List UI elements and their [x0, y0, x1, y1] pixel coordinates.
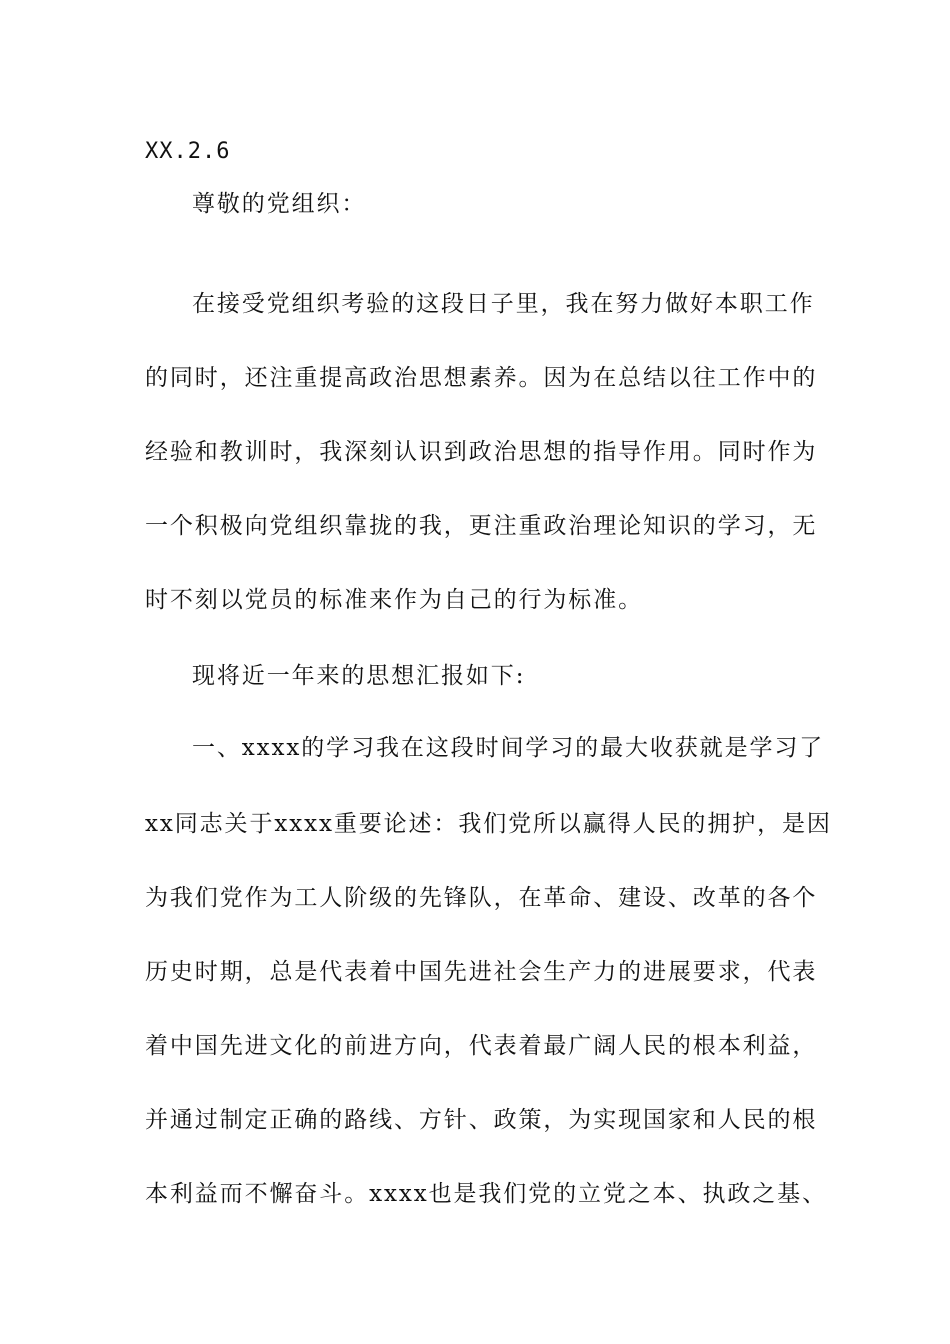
paragraph-line: 现将近一年来的思想汇报如下:: [192, 663, 526, 689]
paragraph-line: 经验和教训时，我深刻认识到政治思想的指导作用。同时作为: [145, 439, 818, 465]
paragraph-line: 为我们党作为工人阶级的先锋队，在革命、建设、改革的各个: [145, 885, 818, 911]
paragraph-line: 时不刻以党员的标准来作为自己的行为标准。: [145, 587, 643, 613]
paragraph-line: 一个积极向党组织靠拢的我，更注重政治理论知识的学习，无: [145, 513, 818, 539]
paragraph-line: xx同志关于xxxx重要论述：我们党所以赢得人民的拥护，是因: [145, 811, 832, 837]
salutation-line: 尊敬的党组织：: [192, 191, 367, 217]
paragraph-line: 本利益而不懈奋斗。xxxx也是我们党的立党之本、执政之基、: [145, 1181, 827, 1207]
document-date: XX.2.6: [145, 139, 231, 164]
paragraph-line: 历史时期，总是代表着中国先进社会生产力的进展要求，代表: [145, 959, 818, 985]
paragraph-line: 着中国先进文化的前进方向，代表着最广阔人民的根本利益，: [145, 1033, 818, 1059]
paragraph-line: 在接受党组织考验的这段日子里，我在努力做好本职工作: [192, 291, 815, 317]
paragraph-line: 并通过制定正确的路线、方针、政策，为实现国家和人民的根: [145, 1107, 818, 1133]
paragraph-line: 一、xxxx的学习我在这段时间学习的最大收获就是学习了: [192, 735, 825, 761]
paragraph-line: 的同时，还注重提高政治思想素养。因为在总结以往工作中的: [145, 365, 818, 391]
